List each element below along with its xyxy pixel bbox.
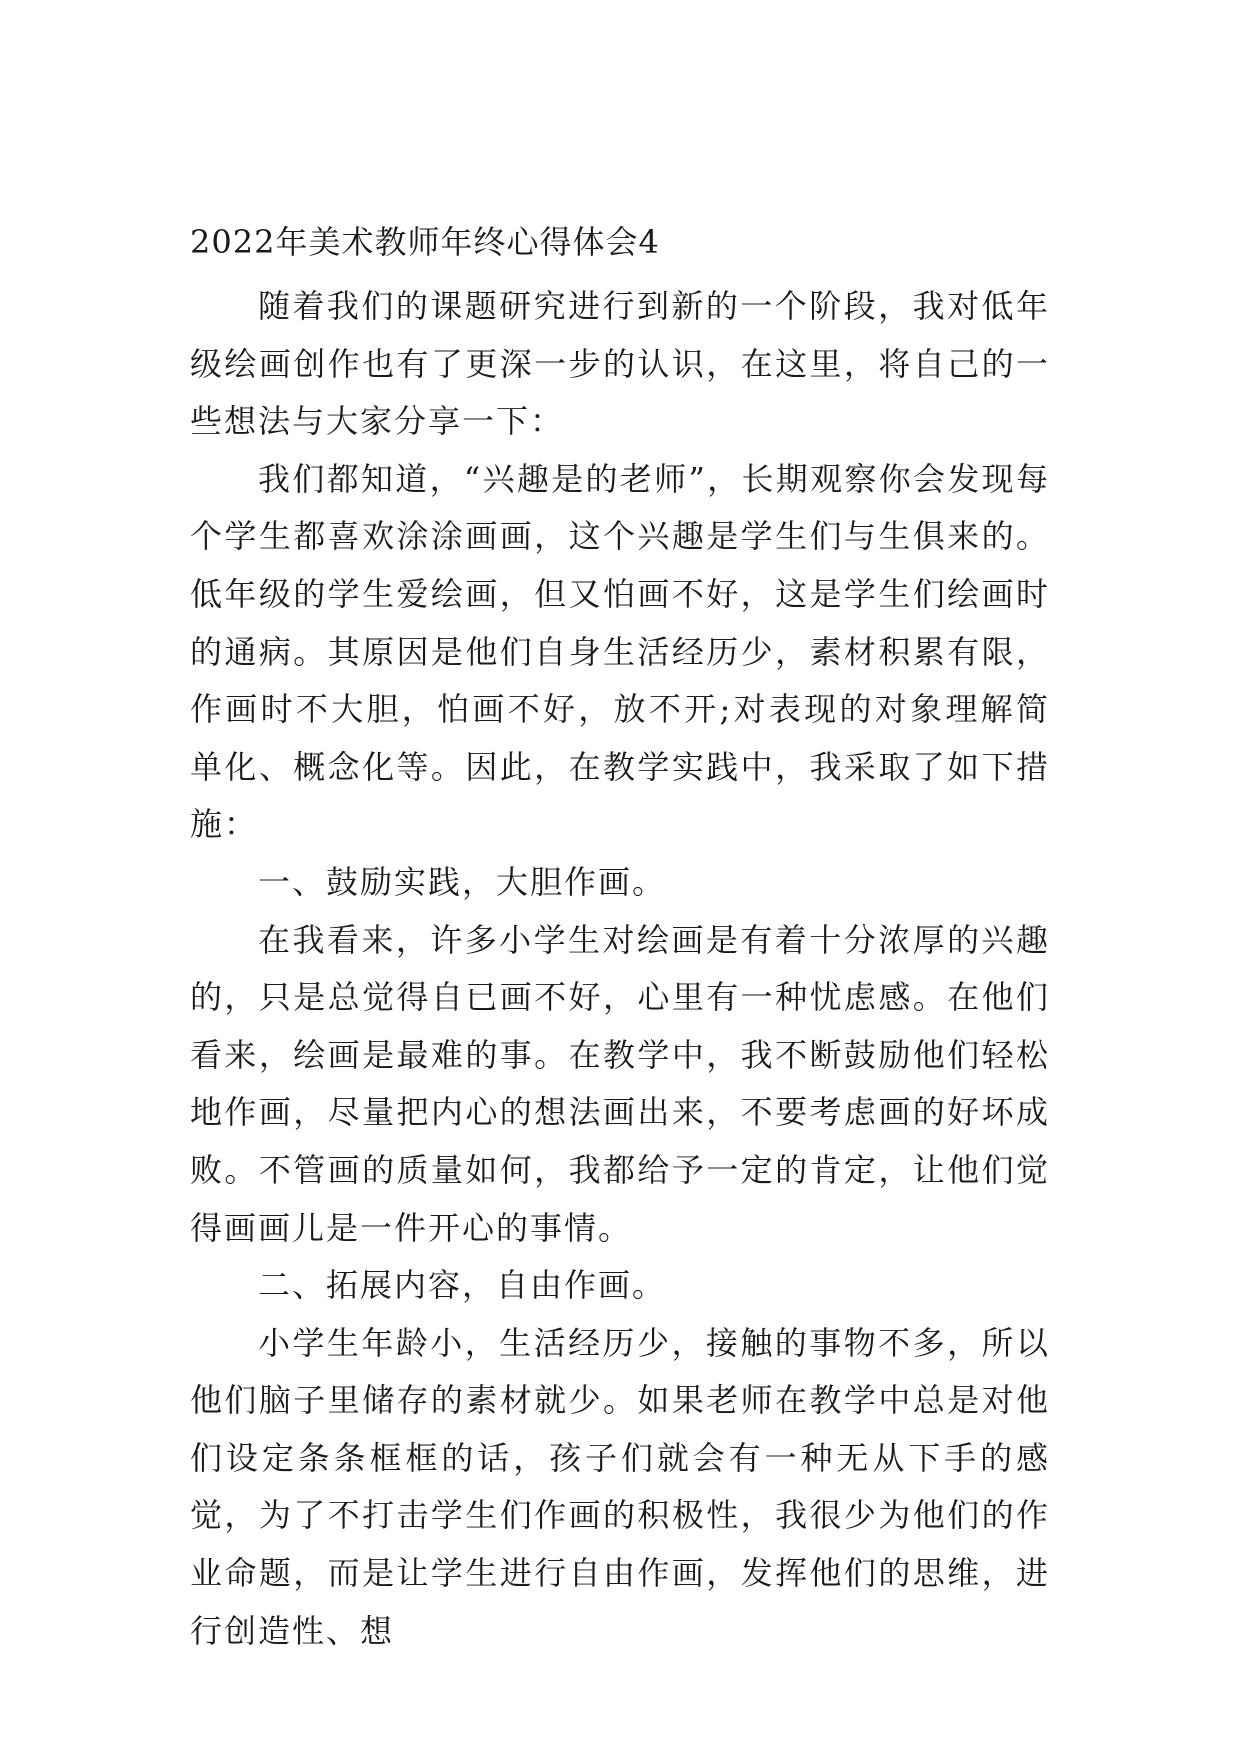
paragraph-intro: 随着我们的课题研究进行到新的一个阶段，我对低年级绘画创作也有了更深一步的认识，在这里，将自己的一些想法与大家分享一下： xyxy=(190,287,1050,441)
paragraph-interest: 我们都知道，“兴趣是的老师”，长期观察你会发现每个学生都喜欢涂涂画画，这个兴趣是学生们与生俱来的。低年级的学生爱绘画，但又怕画不好，这是学生们绘画时的通病。其原因是他们自身生活经历少，素材积累有限，作画时不大胆，怕画不好，放不开;对表现的对象理解简单化、概念化等。因此，在教学实践中，我采取了如下措施： xyxy=(190,459,1050,844)
section-heading-1: 一、鼓励实践，大胆作画。 xyxy=(258,862,667,901)
paragraph-section-2: 小学生年龄小，生活经历少，接触的事物不多，所以他们脑子里储存的素材就少。如果老师在教学中总是对他们设定条条框框的话，孩子们就会有一种无从下手的感觉，为了不打击学生们作画的积极性，我很少为他们的作业命题，而是让学生进行自由作画，发挥他们的思维，进行创造性、想 xyxy=(190,1323,1050,1650)
document-body xyxy=(190,278,1050,1660)
section-heading-2: 二、拓展内容，自由作画。 xyxy=(258,1266,667,1305)
document-title: 2022年美术教师年终心得体会4 xyxy=(190,223,660,261)
paragraph-section-1: 在我看来，许多小学生对绘画是有着十分浓厚的兴趣的，只是总觉得自已画不好，心里有一种忧虑感。在他们看来，绘画是最难的事。在教学中，我不断鼓励他们轻松地作画，尽量把内心的想法画出来，不要考虑画的好坏成败。不管画的质量如何，我都给予一定的肯定，让他们觉得画画儿是一件开心的事情。 xyxy=(190,920,1050,1247)
